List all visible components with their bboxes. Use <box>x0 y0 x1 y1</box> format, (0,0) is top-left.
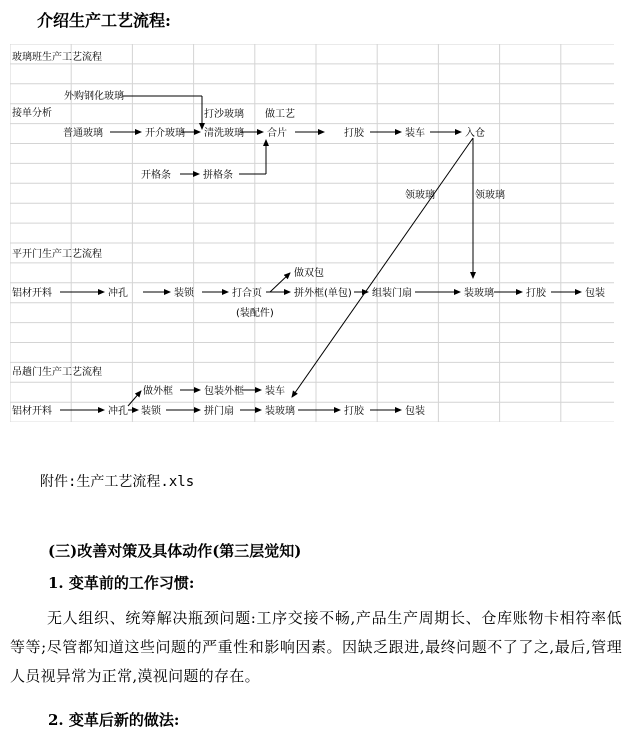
process-flow-spreadsheet <box>10 44 614 422</box>
install-glass-label-swing: 装玻璃 <box>464 288 494 299</box>
load-truck-label-glass: 装车 <box>405 128 425 139</box>
arrow-punch-to-outer-frame <box>128 391 141 406</box>
load-truck-label-hanging: 装车 <box>265 386 285 397</box>
pack-label-hanging: 包装 <box>405 406 425 417</box>
laminate-label: 合片 <box>267 128 287 139</box>
glue-label-glass: 打胶 <box>344 128 364 139</box>
section-swing-title: 平开门生产工艺流程 <box>12 249 102 260</box>
section3-heading: (三)改善对策及具体动作(第三层觉知) <box>48 542 302 560</box>
pack-label-swing: 包装 <box>585 288 605 299</box>
hardware-label: (装配件) <box>236 308 274 319</box>
pack-outer-frame-label: 包装外框 <box>204 386 244 397</box>
install-lock-label-swing: 装锁 <box>174 288 194 299</box>
install-lock-label-hanging: 装锁 <box>141 406 161 417</box>
outer-frame-single-label: 拼外框(单包) <box>294 288 352 299</box>
sand-glass-label: 打沙玻璃 <box>204 109 244 120</box>
outsourced-tempered-label: 外购钢化玻璃 <box>64 91 124 102</box>
glue-label-hanging: 打胶 <box>344 406 364 417</box>
normal-glass-label: 普通玻璃 <box>63 128 103 139</box>
double-wrap-label: 做双包 <box>294 268 324 279</box>
assemble-leaf-label: 组装门扇 <box>372 288 412 299</box>
attachment-note: 附件:生产工艺流程.xls <box>40 474 195 490</box>
sub2-heading: 2. 变革后新的做法: <box>48 711 180 729</box>
punch-label-swing: 冲孔 <box>108 288 128 299</box>
aluminum-cut-label-hanging: 铝材开料 <box>12 406 52 417</box>
hinge-label: 打合页 <box>232 288 262 299</box>
grid-assemble-label: 拼格条 <box>203 170 233 181</box>
get-glass-label-2: 领玻璃 <box>475 190 505 201</box>
page-title: 介绍生产工艺流程: <box>37 11 171 30</box>
warehouse-label: 入仓 <box>465 128 485 139</box>
craft-label: 做工艺 <box>265 109 295 120</box>
sub1-heading: 1. 变革前的工作习惯: <box>48 574 195 592</box>
section-glass-title: 玻璃班生产工艺流程 <box>12 52 102 63</box>
order-analysis-label: 接单分析 <box>12 108 52 119</box>
install-glass-label-hanging: 装玻璃 <box>265 406 295 417</box>
punch-label-hanging: 冲孔 <box>108 406 128 417</box>
clean-glass-label: 清洗玻璃 <box>204 128 244 139</box>
glue-label-swing: 打胶 <box>526 288 546 299</box>
sub1-paragraph: 无人组织、统筹解决瓶颈问题:工序交接不畅,产品生产周期长、仓库账物卡相符率低等等;尽管都知道这些问题的严重性和影响因素。因缺乏跟进,最终问题不了了之,最后,管理人员视异常为正常,漠视问题的存在。 <box>10 609 622 685</box>
get-glass-label-1: 领玻璃 <box>405 190 435 201</box>
join-leaf-label: 拼门扇 <box>204 406 234 417</box>
aluminum-cut-label-swing: 铝材开料 <box>12 288 52 299</box>
make-outer-frame-label: 做外框 <box>143 386 173 397</box>
section-hanging-title: 吊趟门生产工艺流程 <box>12 367 102 378</box>
cut-glass-label: 开介玻璃 <box>145 128 185 139</box>
grid-open-label: 开格条 <box>141 170 171 181</box>
